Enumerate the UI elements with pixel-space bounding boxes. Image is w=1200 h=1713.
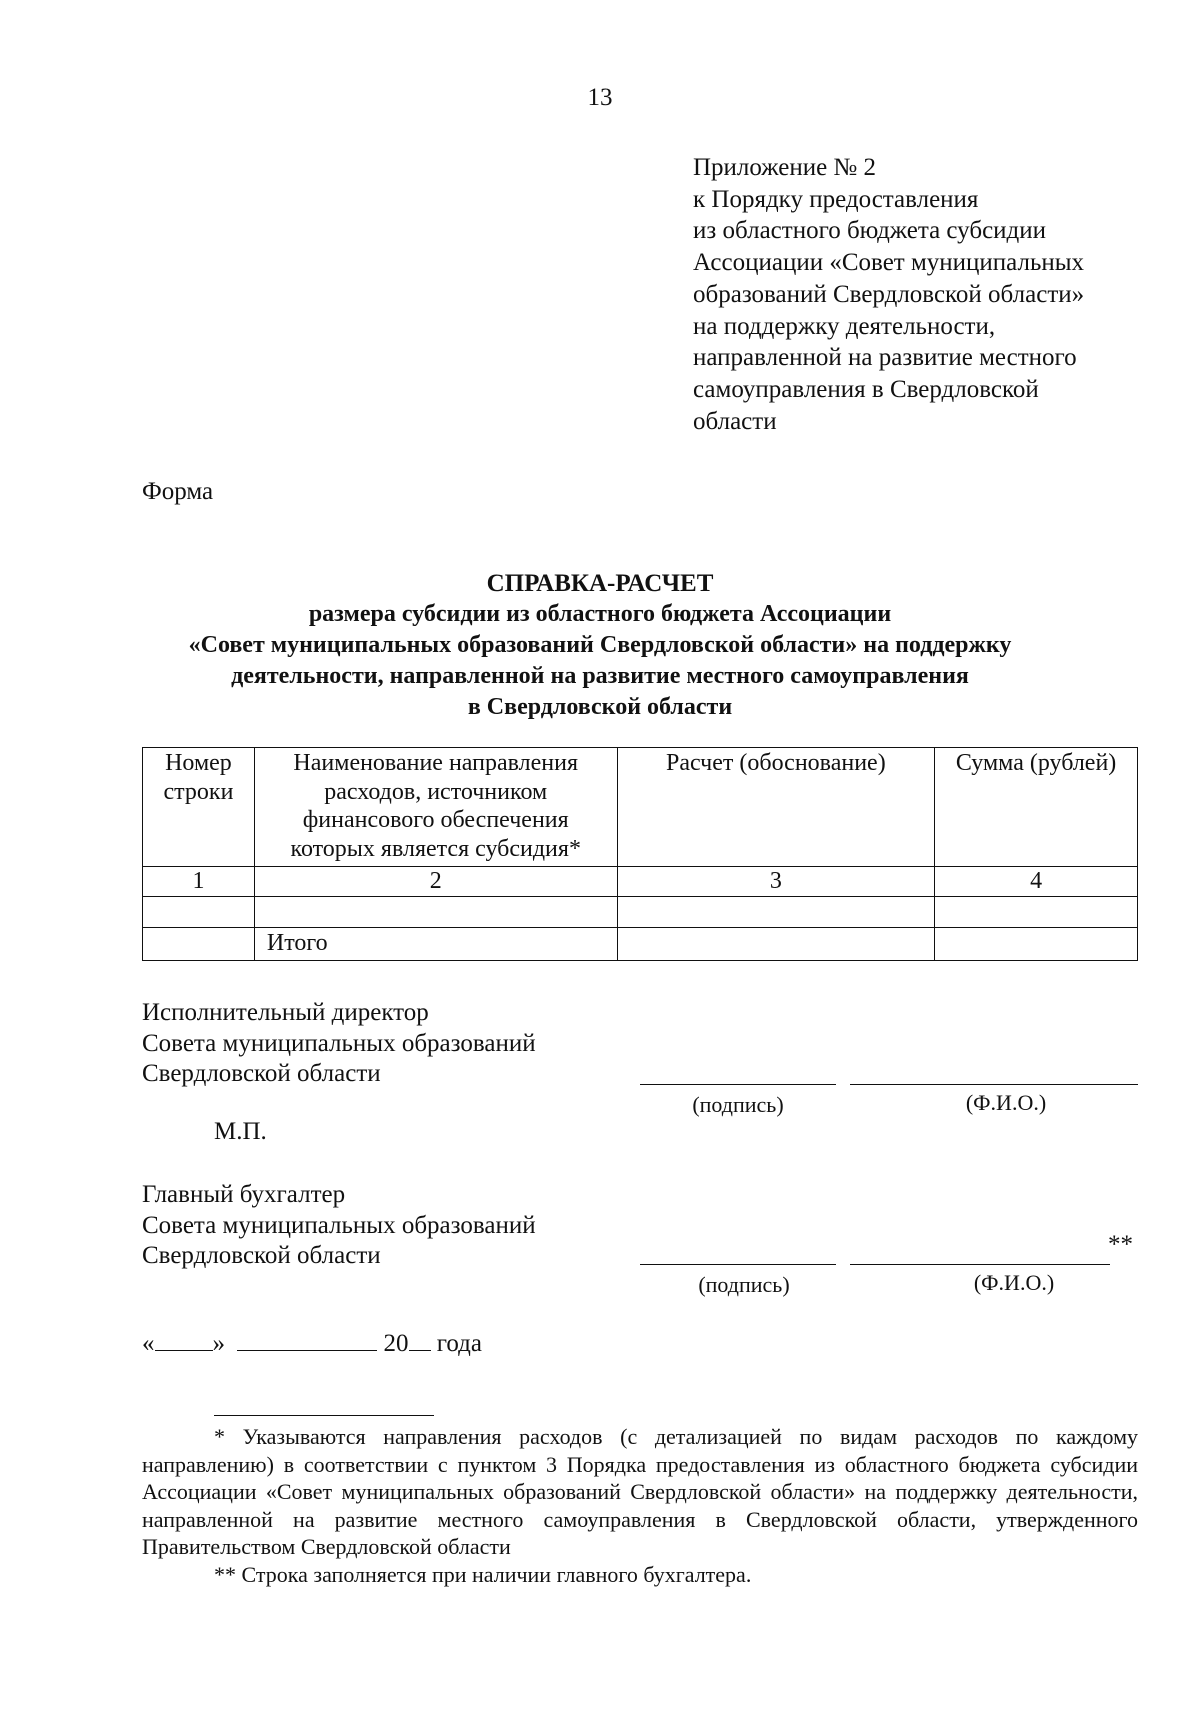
day-blank [155, 1330, 213, 1351]
table-cell [143, 927, 255, 960]
director-signature-line [640, 1084, 836, 1085]
appendix-line: области [693, 407, 777, 435]
director-title-line: Исполнительный директор [142, 999, 429, 1026]
title-line: «Совет муниципальных образований Свердловской области» на поддержку [188, 632, 1012, 658]
table-cell [935, 927, 1138, 960]
director-signature-caption: (подпись) [692, 1092, 784, 1117]
year-blank [409, 1330, 431, 1351]
title-line: размера субсидии из областного бюджета Ассоциации [308, 601, 892, 627]
appendix-line: из областного бюджета субсидии [693, 217, 1047, 245]
table-cell [617, 896, 935, 927]
appendix-line: к Порядку предоставления [693, 185, 979, 213]
accountant-title [142, 1180, 536, 1272]
accountant-note-mark: ** [1108, 1231, 1133, 1258]
accountant-title-line: Главный бухгалтер [142, 1181, 346, 1208]
table-column-numbers-row [143, 867, 1138, 897]
appendix-line: направленной на развитие местного [693, 344, 1077, 372]
table-cell [254, 896, 617, 927]
total-label: Итого [254, 927, 617, 960]
date-close-quote: » [212, 1330, 225, 1357]
appendix-line: Ассоциации «Совет муниципальных [693, 249, 1085, 277]
stamp-label: М.П. [214, 1118, 267, 1145]
director-title-line: Свердловской области [142, 1060, 381, 1087]
director-name-line [850, 1084, 1138, 1085]
appendix-line: самоуправления в Свердловской [693, 375, 1039, 403]
table-row [143, 896, 1138, 927]
header-amount: Сумма (рублей) [935, 748, 1138, 867]
title-line: в Свердловской области [467, 694, 733, 720]
accountant-title-line: Свердловской области [142, 1242, 381, 1269]
footnote-1: * Указываются направления расходов (с детализацией по видам расходов по каждому направлению) в соответствии с пунктом 3 Порядка предоставления из областного бюджета субсидии Ассоциации «Совет муниципальных образований Свердловской области» на поддержку деятельности, направленной на развитие местного самоуправления в Свердловской области, утвержденного Правительством Свердловской области [142, 1424, 1138, 1559]
table-cell [143, 896, 255, 927]
header-row-number: Номер строки [143, 748, 255, 867]
director-title-line: Совета муниципальных образований [142, 1029, 536, 1057]
accountant-name-caption: (Ф.И.О.) [973, 1270, 1055, 1295]
table-cell [935, 896, 1138, 927]
header-calculation: Расчет (обоснование) [617, 748, 935, 867]
accountant-signature-caption: (подпись) [698, 1272, 790, 1297]
column-number: 1 [143, 867, 255, 897]
accountant-name-line [850, 1264, 1110, 1265]
month-blank [237, 1330, 377, 1351]
accountant-title-line: Совета муниципальных образований [142, 1211, 536, 1239]
date-open-quote: « [142, 1330, 155, 1357]
header-expense-name: Наименование направления расходов, источником финансового обеспечения которых является субсидия* [254, 748, 617, 867]
date-line [142, 1330, 482, 1358]
document-title [0, 568, 1200, 723]
table-total-row [143, 927, 1138, 960]
column-number: 2 [254, 867, 617, 897]
column-number: 4 [935, 867, 1138, 897]
footnote-2: ** Строка заполняется при наличии главного бухгалтера. [214, 1562, 752, 1587]
column-number: 3 [617, 867, 935, 897]
year-prefix: 20 [383, 1330, 409, 1357]
director-name-caption: (Ф.И.О.) [965, 1090, 1047, 1115]
title-main: СПРАВКА-РАСЧЕТ [486, 570, 714, 597]
appendix-header [693, 152, 1084, 437]
date-suffix: года [436, 1330, 482, 1357]
appendix-line: образований Свердловской области» [693, 280, 1085, 308]
table-header-row [143, 748, 1138, 867]
footnote-separator [214, 1415, 434, 1416]
page-number: 13 [587, 84, 613, 111]
director-title [142, 998, 536, 1090]
form-label: Форма [142, 478, 214, 505]
title-line: деятельности, направленной на развитие местного самоуправления [231, 663, 969, 689]
table-cell [617, 927, 935, 960]
appendix-line: на поддержку деятельности, [693, 312, 996, 340]
accountant-signature-line [640, 1264, 836, 1265]
calculation-table [142, 747, 1138, 961]
appendix-line: Приложение № 2 [693, 154, 877, 181]
